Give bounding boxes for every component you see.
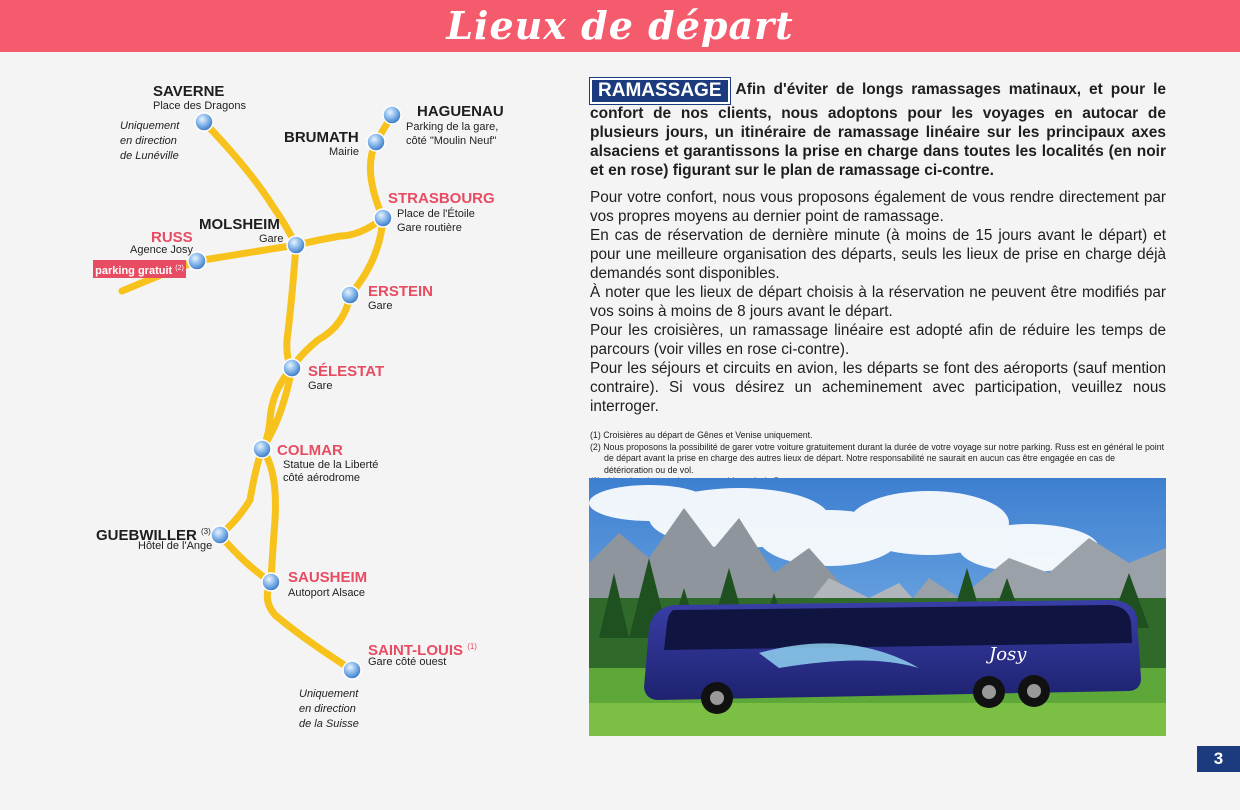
route-erstein-selestat	[292, 295, 350, 368]
page-number: 3	[1197, 746, 1240, 772]
paragraph-modification: À noter que les lieux de départ choisis à la réservation ne peuvent être modifiés par vos soins à moins de 8 jours avant le départ.	[590, 284, 1166, 320]
route-russ-molsheim	[197, 245, 296, 261]
stop-saintlouis	[343, 661, 361, 679]
route-colmar-selestat-inner	[262, 368, 292, 449]
city-guebwiller-detail: Hôtel de l'Ange	[138, 540, 213, 552]
header-banner	[0, 0, 1240, 52]
ramassage-body	[590, 188, 1166, 416]
route-brumath-strasbourg	[370, 142, 383, 218]
paragraph-derniere-minute: En cas de réservation de dernière minute (à moins de 15 jours avant le départ) et pour une meilleure organisation des départs, seuls les lieux de prise en charge déjà demandés sont disponibles.	[590, 227, 1166, 282]
city-colmar-detail-1: Statue de la Liberté	[283, 459, 379, 471]
stop-colmar	[253, 440, 271, 458]
saint-louis-direction-note: Uniquement en direction de la Suisse	[299, 688, 359, 730]
paragraph-avion: Pour les séjours et circuits en avion, les départs se font des aéroports (sauf mention contraire). Si vous désirez un acheminement avec participation, veuillez nous interroger.	[590, 360, 1166, 415]
city-selestat: SÉLESTAT	[308, 363, 385, 380]
stop-strasbourg	[374, 209, 392, 227]
stop-guebwiller	[211, 526, 229, 544]
ramassage-section	[590, 78, 1166, 488]
stop-selestat	[283, 359, 301, 377]
city-erstein: ERSTEIN	[368, 283, 434, 300]
city-strasbourg-detail-2: Gare routière	[397, 222, 462, 234]
city-saverne-detail: Place des Dragons	[153, 100, 246, 112]
city-saint-louis-detail: Gare côté ouest	[368, 656, 447, 668]
city-brumath-detail: Mairie	[329, 146, 359, 158]
ramassage-tag: RAMASSAGE	[590, 78, 730, 104]
city-saint-louis: SAINT-LOUIS $^{(1)}$	[368, 642, 477, 659]
route-strasbourg-molsheim	[296, 218, 383, 245]
paragraph-confort: Pour votre confort, nous vous proposons également de vous rendre directement par vos propres moyens au dernier point de ramassage.	[590, 189, 1166, 225]
city-selestat-detail: Gare	[308, 380, 333, 392]
city-sausheim-detail: Autoport Alsace	[288, 587, 366, 599]
route-map	[0, 52, 560, 792]
route-guebwiller-sausheim	[220, 535, 271, 582]
route-colmar-guebwiller	[220, 449, 262, 535]
paragraph-croisieres: Pour les croisières, un ramassage linéaire est adopté afin de réduire les temps de parcours (voir villes en rose ci-contre).	[590, 322, 1166, 358]
city-brumath: BRUMATH	[284, 129, 359, 146]
city-haguenau: HAGUENAU	[417, 103, 504, 120]
city-strasbourg-detail-1: Place de l'Étoile	[397, 208, 475, 220]
stop-molsheim	[287, 236, 305, 254]
city-russ: RUSS	[151, 229, 193, 246]
stop-saverne	[195, 113, 213, 131]
city-colmar: COLMAR	[277, 442, 343, 459]
ramassage-intro: RAMASSAGE Afin d'éviter de longs ramassages matinaux, et pour le confort de nos clients, nous adoptons pour les voyages en autocar de plusieurs jours, un itinéraire de ramassage linéaire sur les principaux axes alsaciens et garantissons la prise en charge dans toutes les localités (en noir et en rose) figurant sur le plan de ramassage ci-contre.	[590, 80, 1166, 179]
city-russ-detail: Agence Josy	[130, 244, 193, 256]
bus-brand-logo: Josy	[989, 644, 1027, 665]
city-guebwiller: GUEBWILLER $^{(3)}$	[96, 527, 211, 544]
city-haguenau-detail-2: côté "Moulin Neuf"	[406, 135, 497, 147]
free-parking-badge: parking gratuit $^{(2)}$	[93, 260, 186, 278]
page-title: Lieux de départ	[446, 3, 794, 48]
city-sausheim: SAUSHEIM	[288, 569, 368, 586]
footnote-2: (2) Nous proposons la possibilité de garer votre voiture gratuitement durant la durée de votre voyage sur notre parking. Russ est en général le point de départ avant la prise en charge des autres lieux de départ. Notre responsabilité ne saurait en aucun cas être engagée en cas de détérioration ou de vol.	[590, 441, 1165, 475]
city-strasbourg: STRASBOURG	[388, 190, 495, 207]
footnote-1: (1) Croisières au départ de Gênes et Venise uniquement.	[590, 430, 813, 440]
route-colmar-sausheim	[262, 449, 275, 582]
city-colmar-detail-2: côté aérodrome	[283, 472, 361, 484]
route-molsheim-selestat	[287, 245, 296, 368]
saverne-direction-note: Uniquement en direction de Lunéville	[120, 120, 180, 162]
city-molsheim: MOLSHEIM	[199, 216, 280, 233]
stop-haguenau	[383, 106, 401, 124]
city-haguenau-detail-1: Parking de la gare,	[406, 121, 499, 133]
bus-mountain-photo	[589, 478, 1166, 736]
stop-erstein	[341, 286, 359, 304]
city-saverne: SAVERNE	[153, 83, 225, 100]
stop-brumath	[367, 133, 385, 151]
stop-sausheim	[262, 573, 280, 591]
city-erstein-detail: Gare	[368, 300, 393, 312]
city-molsheim-detail: Gare	[259, 233, 284, 245]
